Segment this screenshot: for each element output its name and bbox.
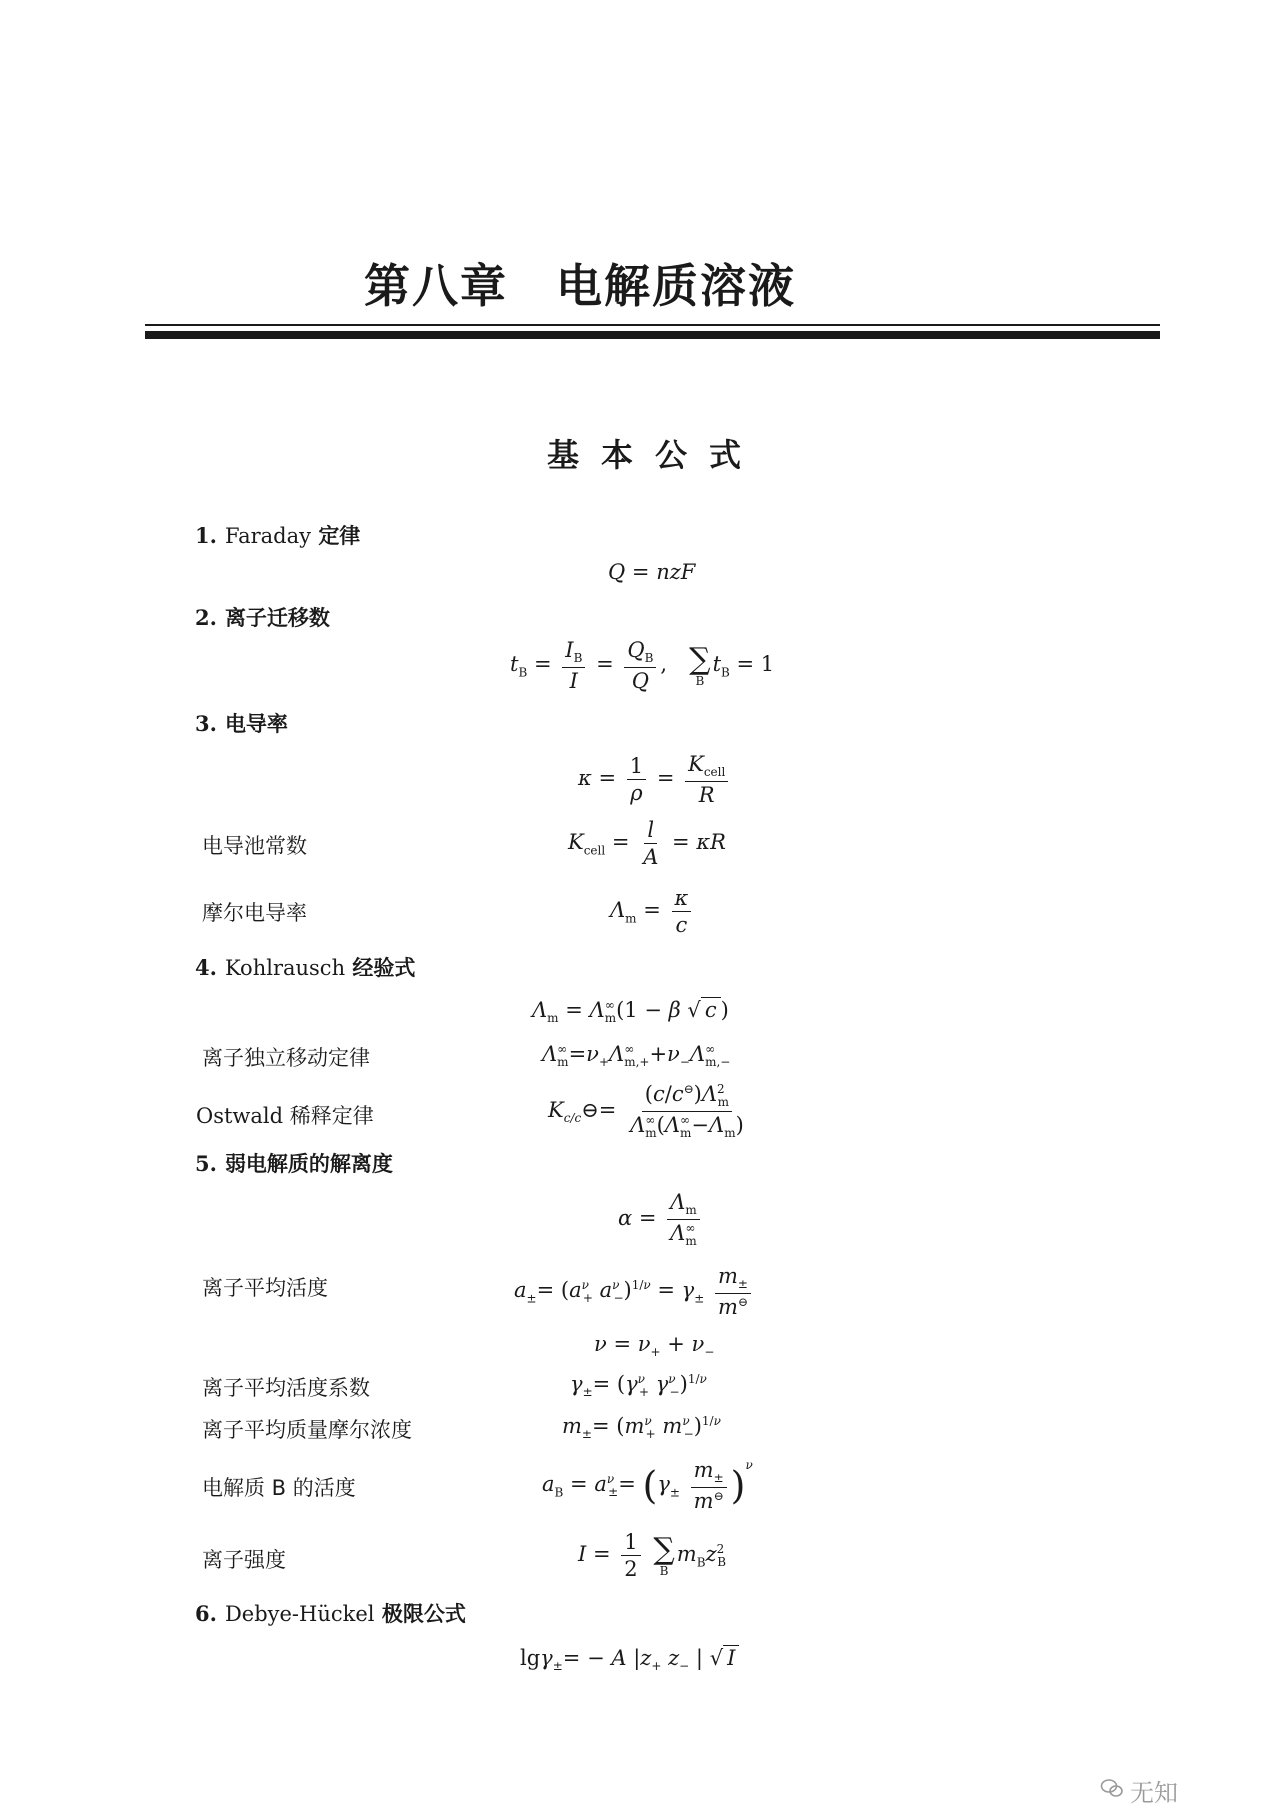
formula-electrolyte-activity: $a_B = a^\nu_\pm= (\gamma_\pm$ $\frac{m_\pm}{m^⊖}$ )$^\nu$ bbox=[542, 1458, 753, 1513]
formula-transference: $t_B$ = $\frac{I_B}{I}$ = $\frac{Q_B}{Q}$ , ∑ B $t_B = 1$ bbox=[510, 638, 775, 693]
formula-cell-constant: $K_{cell}$ = $\frac{l}{A}$ = κR bbox=[568, 818, 726, 870]
heading-faraday: 1. Faraday 定律 bbox=[195, 523, 361, 548]
formula-conductivity: κ = $\frac{1}{\rho}$ = $\frac{K_{cell}}{R}$ bbox=[578, 752, 732, 807]
heading-kohlrausch: 4. Kohlrausch 经验式 bbox=[195, 955, 416, 980]
label-cell-constant: 电导池常数 bbox=[202, 834, 307, 858]
section-title: 基本公式 bbox=[546, 436, 763, 474]
label-ionic-strength: 离子强度 bbox=[202, 1548, 286, 1572]
formula-mean-molality: $m_\pm= (m^\nu_+$ $m^\nu_-)^{1/\nu}$ bbox=[562, 1414, 721, 1442]
label-independent-migration: 离子独立移动定律 bbox=[202, 1046, 370, 1070]
formula-molar-conductivity: $\Lambda_m$ = $\frac{\kappa}{c}$ bbox=[610, 886, 695, 937]
label-mean-molality: 离子平均质量摩尔浓度 bbox=[202, 1418, 412, 1442]
formula-dissociation: α = $\frac{\Lambda_m}{\Lambda^\infty_m}$ bbox=[618, 1190, 704, 1249]
formula-nu-sum: $\nu = \nu_+ + \nu_-$ bbox=[594, 1332, 715, 1360]
formula-mean-activity: $a_\pm= (a^\nu_+$ $a^\nu_-)^{1/\nu} = \gamma_\pm$ $\frac{m_\pm}{m^⊖}$ bbox=[514, 1264, 755, 1319]
formula-independent-migration: $\Lambda^\infty_m=\nu_+\Lambda^\infty_{m,+}+\nu_-\Lambda^\infty_{m,-}$ bbox=[542, 1042, 731, 1070]
wechat-bubble-icon bbox=[1100, 1776, 1124, 1800]
label-electrolyte-activity: 电解质 B 的活度 bbox=[202, 1476, 356, 1500]
formula-debye-huckel: lgγ$_\pm$= − A $|z_+$ $z_-$ | √ I bbox=[520, 1646, 739, 1673]
heading-dissociation: 5. 弱电解质的解离度 bbox=[195, 1151, 393, 1176]
formula-kohlrausch: $\Lambda_m = \Lambda^\infty_m(1 - \beta$ √ c ) bbox=[532, 998, 729, 1026]
chapter-title bbox=[0, 250, 1160, 316]
title-rule-thin bbox=[145, 324, 1160, 326]
heading-transference: 2. 离子迁移数 bbox=[195, 605, 330, 630]
watermark-text: 无知 bbox=[1130, 1779, 1178, 1807]
formula-mean-activity-coefficient: $\gamma_\pm= (\gamma^\nu_+$ $\gamma^\nu_-)^{1/\nu}$ bbox=[570, 1372, 707, 1400]
formula-ostwald: $K_{c/c}⊖=$ $\frac{(c/c^⊖)\Lambda^2_m}{\Lambda^\infty_m(\Lambda^\infty_m-\Lambda_m)}$ bbox=[548, 1082, 744, 1141]
heading-conductivity: 3. 电导率 bbox=[195, 711, 288, 736]
formula-ionic-strength: I = $\frac{1}{2}$ ∑ B $m_Bz^2_B$ bbox=[578, 1530, 727, 1582]
label-mean-activity: 离子平均活度 bbox=[202, 1276, 328, 1300]
label-mean-activity-coefficient: 离子平均活度系数 bbox=[202, 1376, 370, 1400]
formula-faraday: Q = nzF bbox=[608, 560, 696, 584]
label-molar-conductivity: 摩尔电导率 bbox=[202, 901, 307, 925]
chapter-number: 第八章 bbox=[364, 259, 508, 313]
heading-debye-huckel: 6. Debye-Hückel 极限公式 bbox=[195, 1601, 466, 1626]
chapter-name: 电解质溶液 bbox=[556, 259, 796, 313]
title-rule-thick bbox=[145, 331, 1160, 339]
label-ostwald: Ostwald 稀释定律 bbox=[196, 1104, 374, 1128]
